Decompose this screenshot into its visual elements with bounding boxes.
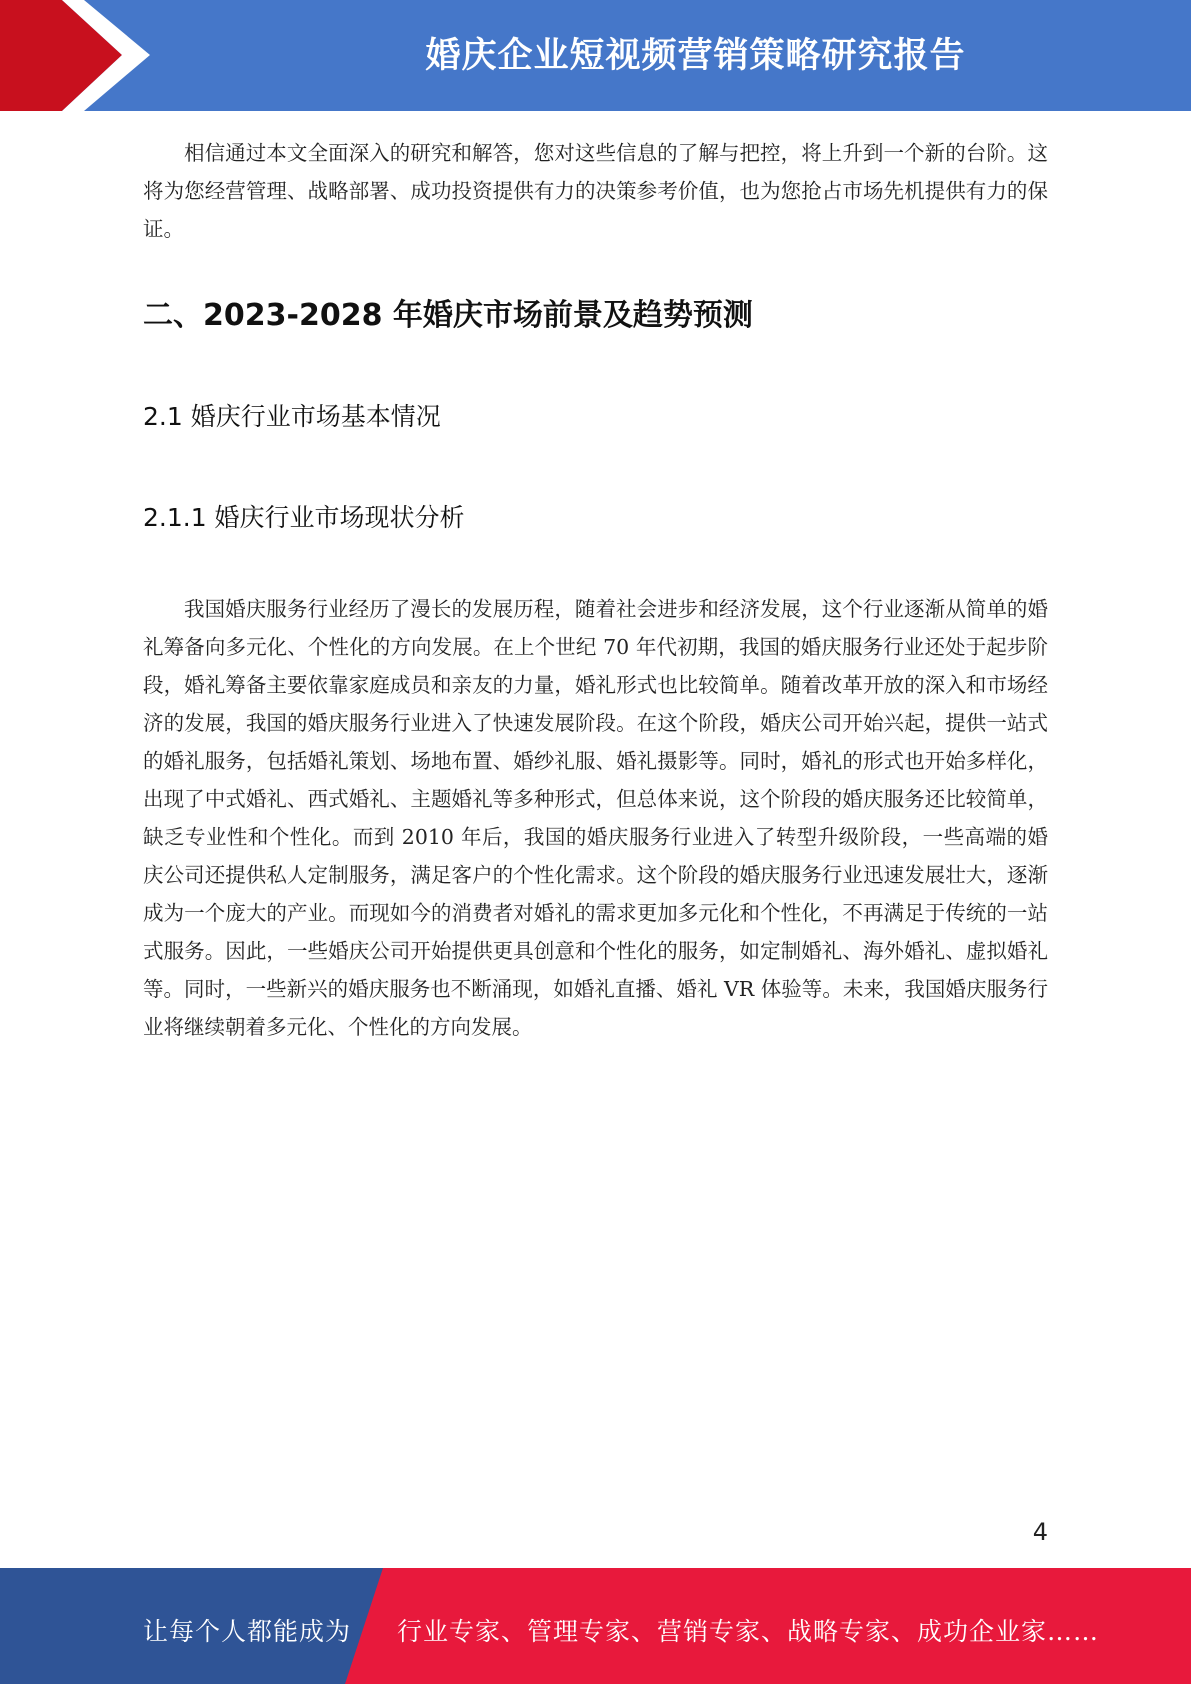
body-paragraph: 我国婚庆服务行业经历了漫长的发展历程，随着社会进步和经济发展，这个行业逐渐从简单的婚礼筹备向多元化、个性化的方向发展。在上个世纪 70 年代初期，我国的婚庆服务行业还处于起步阶段，婚礼筹备主要依靠家庭成员和亲友的力量，婚礼形式也比较简单。随着改革开放的深入和市场经济的发展，我国的婚庆服务行业进入了快速发展阶段。在这个阶段，婚庆公司开始兴起，提供一站式的婚礼服务，包括婚礼策划、场地布置、婚纱礼服、婚礼摄影等。同时，婚礼的形式也开始多样化，出现了中式婚礼、西式婚礼、主题婚礼等多种形式，但总体来说，这个阶段的婚庆服务还比较简单，缺乏专业性和个性化。而到 2010 年后，我国的婚庆服务行业进入了转型升级阶段，一些高端的婚庆公司还提供私人定制服务，满足客户的个性化需求。这个阶段的婚庆服务行业迅速发展壮大，逐渐成为一个庞大的产业。而现如今的消费者对婚礼的需求更加多元化和个性化，不再满足于传统的一站式服务。因此，一些婚庆公司开始提供更具创意和个性化的服务，如定制婚礼、海外婚礼、虚拟婚礼等。同时，一些新兴的婚庆服务也不断涌现，如婚礼直播、婚礼 VR 体验等。未来，我国婚庆服务行业将继续朝着多元化、个性化的方向发展。 (143, 597, 1048, 1039)
intro-paragraph: 相信通过本文全面深入的研究和解答，您对这些信息的了解与把控，将上升到一个新的台阶。这将为您经营管理、战略部署、成功投资提供有力的决策参考价值，也为您抢占市场先机提供有力的保证。 (143, 141, 1048, 241)
report-title: 婚庆企业短视频营销策略研究报告 (425, 36, 966, 76)
footer-slogan-left: 让每个人都能成为 (143, 1617, 352, 1646)
subsection-heading: 2.1 婚庆行业市场基本情况 (143, 402, 441, 431)
section-heading: 二、2023-2028 年婚庆市场前景及趋势预测 (143, 298, 753, 333)
page-header (0, 0, 1191, 111)
subsubsection-heading: 2.1.1 婚庆行业市场现状分析 (143, 503, 465, 532)
page-footer (0, 1568, 1191, 1684)
page-number: 4 (1032, 1518, 1048, 1546)
footer-slogan-right: 行业专家、管理专家、营销专家、战略专家、成功企业家…… (397, 1617, 1100, 1646)
